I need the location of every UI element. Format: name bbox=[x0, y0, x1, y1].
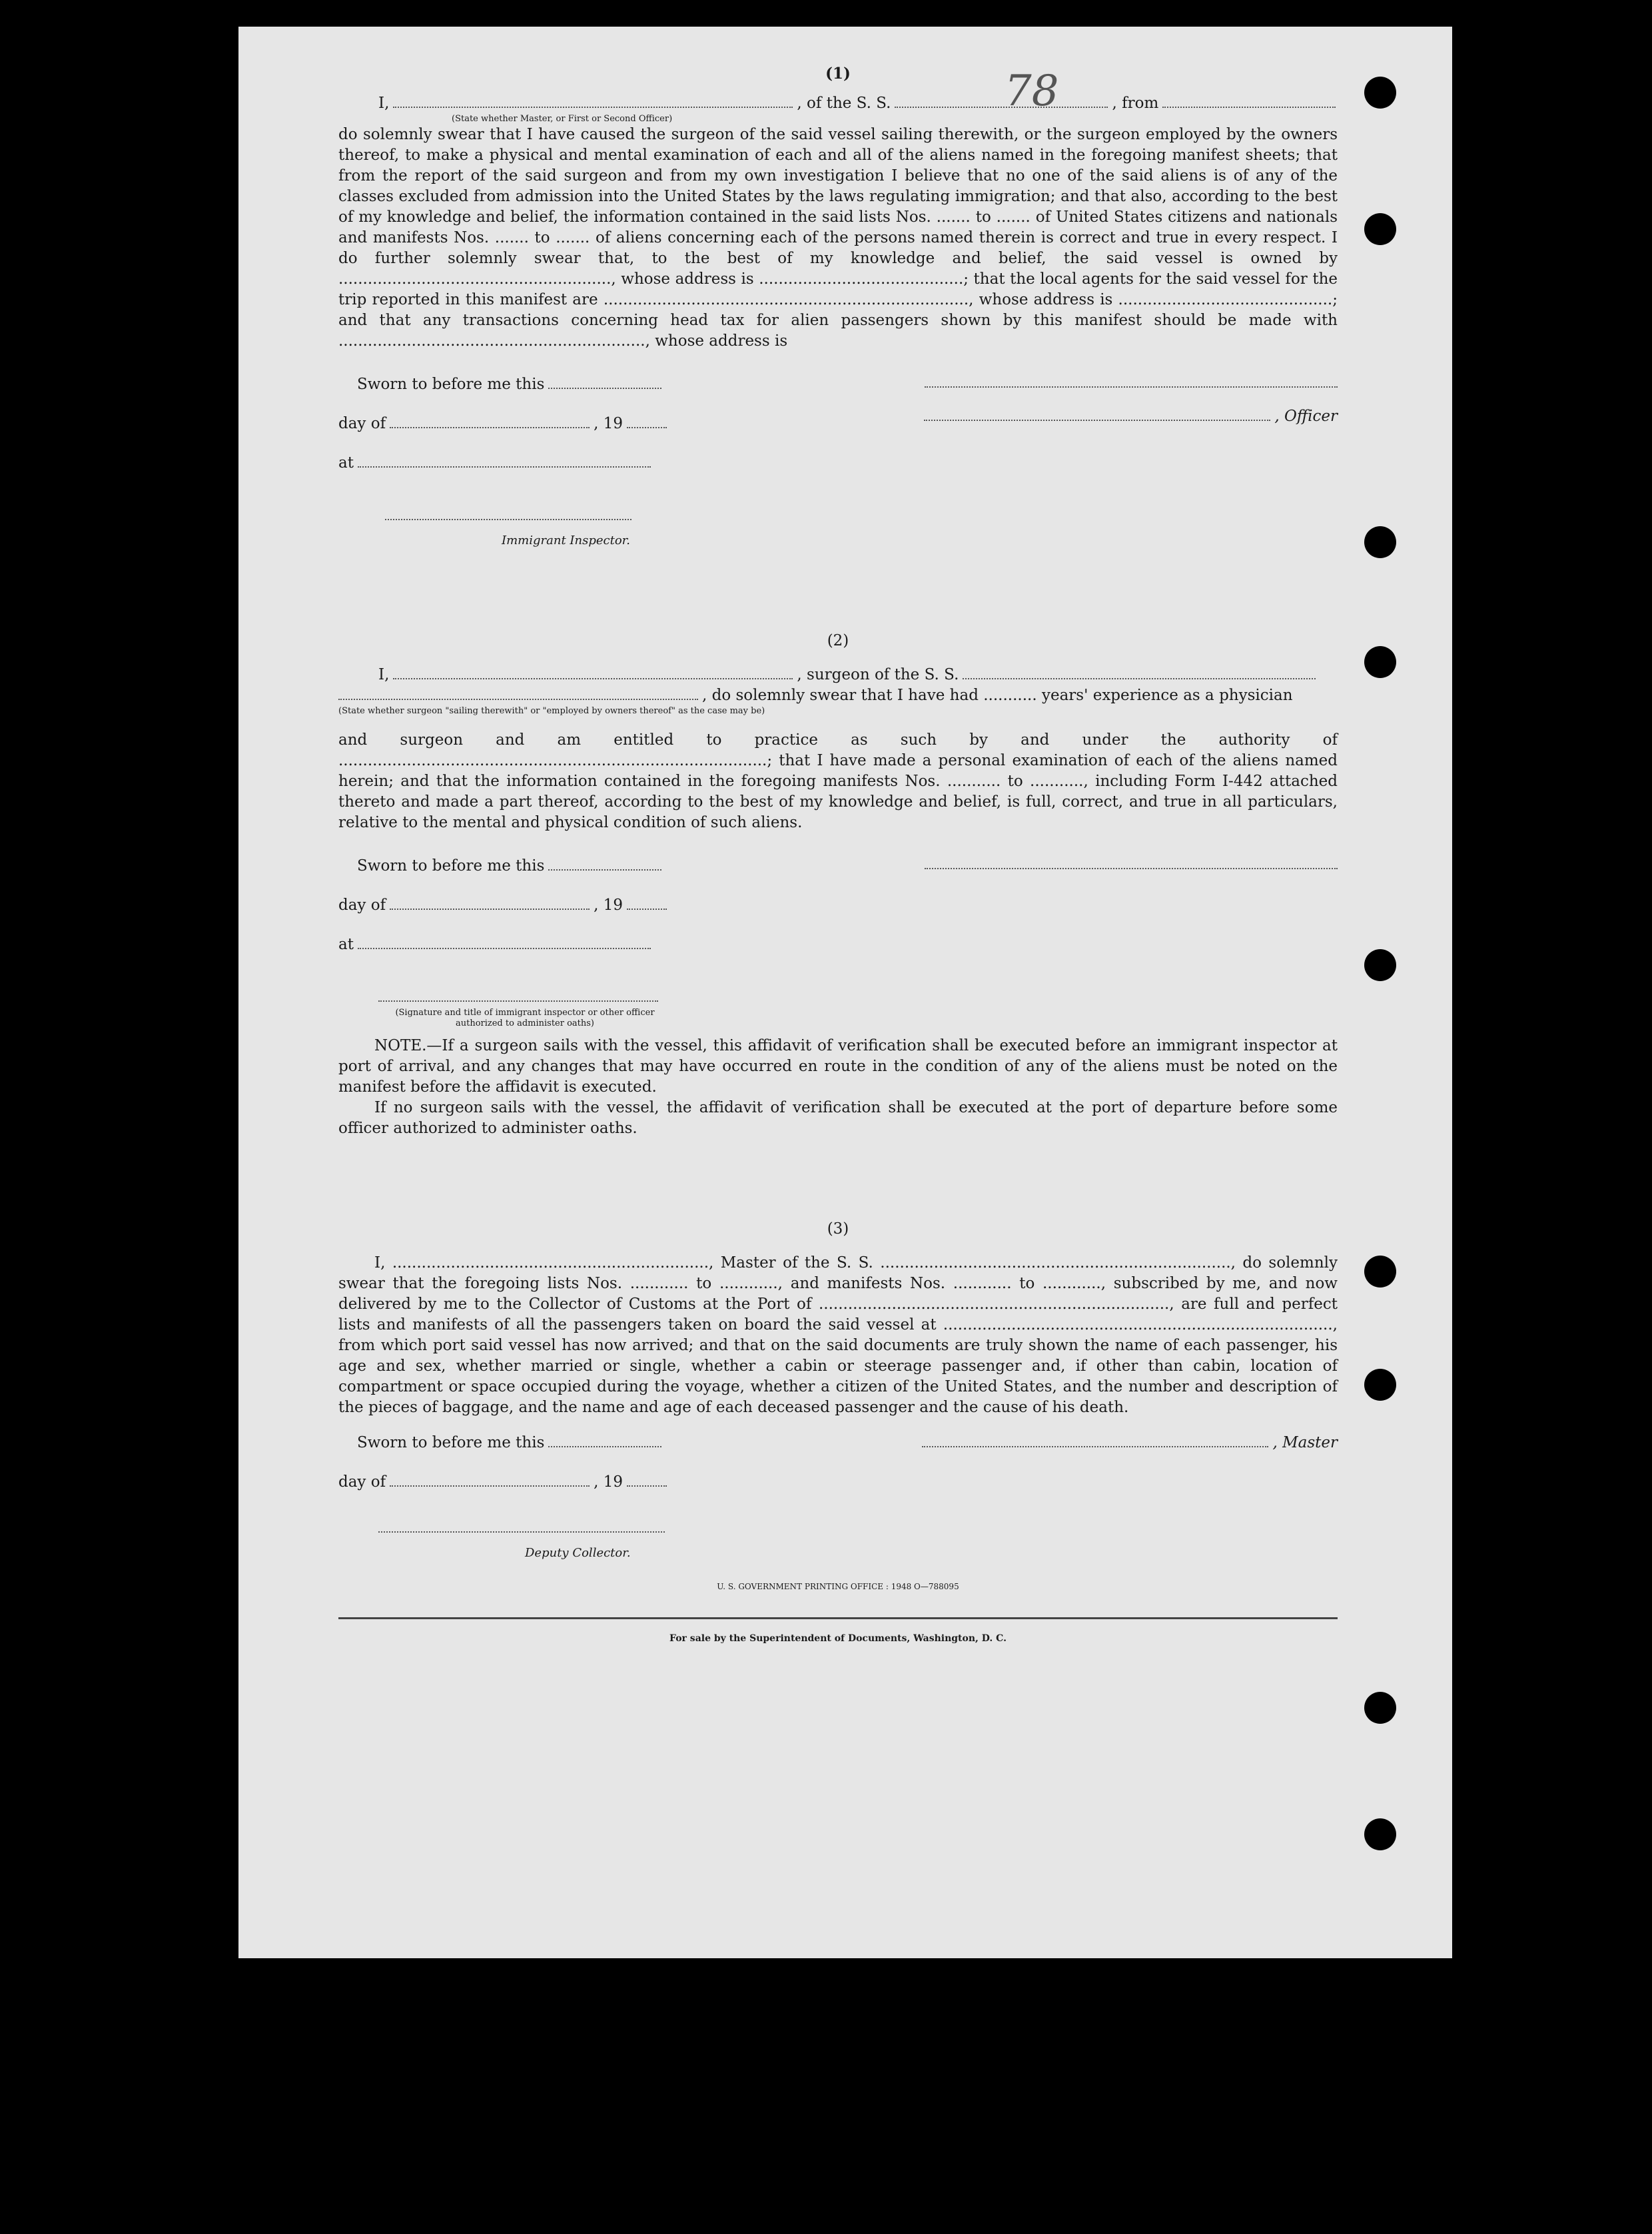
section2-ss-label: , surgeon of the S. S. bbox=[797, 666, 959, 683]
punch-hole bbox=[1364, 77, 1396, 109]
handwritten-number: 78 bbox=[1005, 67, 1059, 116]
master-label: , Master bbox=[1272, 1434, 1338, 1451]
collector-caption: Deputy Collector. bbox=[525, 1546, 631, 1560]
section1-i-label: I, bbox=[378, 95, 390, 112]
punch-hole bbox=[1364, 949, 1396, 981]
section1-sub-label: (State whether Master, or First or Second Officer) bbox=[452, 114, 673, 124]
sworn-label: Sworn to before me this bbox=[357, 376, 545, 393]
section1-signatures bbox=[338, 374, 1338, 526]
officer-signature-top-field[interactable] bbox=[925, 374, 1338, 388]
master-signature-field[interactable] bbox=[922, 1434, 1268, 1447]
collector-signature-field[interactable] bbox=[378, 1519, 665, 1533]
section2-experience-text: , do solemnly swear that I have had ........... years' experience as a physician bbox=[702, 687, 1293, 704]
footer-rule bbox=[338, 1617, 1338, 1619]
officer-rank-field[interactable] bbox=[393, 95, 793, 108]
inspector-caption: Immigrant Inspector. bbox=[502, 534, 631, 548]
day-of-label: day of bbox=[338, 897, 386, 914]
at-field[interactable] bbox=[358, 936, 651, 949]
inspector-signature-field[interactable] bbox=[385, 507, 631, 520]
signature-caption: (Signature and title of immigrant inspector or other officer authorized to administer oaths) bbox=[395, 1008, 655, 1028]
section2-body: and surgeon and am entitled to practice as such by and under the authority of ........................................................................................; that I have made a personal examination of each of the aliens named herein; and that the information contained in the foregoing manifests Nos. ........... to ..........., including Form I-442 attached thereto and made a part thereof, according to the best of my knowledge and belief, is full, correct, and true in all particulars, relative to the mental and physical condition of such aliens. bbox=[338, 731, 1338, 831]
form-content bbox=[338, 63, 1338, 1659]
officer-label: , Officer bbox=[1274, 408, 1338, 425]
sworn-label: Sworn to before me this bbox=[357, 857, 545, 875]
punch-hole bbox=[1364, 526, 1396, 558]
year-label: , 19 bbox=[594, 415, 623, 432]
section2-sub-label: (State whether surgeon "sailing therewith" or "employed by owners thereof" as the case may be) bbox=[338, 706, 765, 716]
section1-from-label: , from bbox=[1112, 95, 1159, 112]
ship-name-field[interactable] bbox=[895, 95, 1108, 108]
section3-number: (3) bbox=[827, 1220, 849, 1238]
year-field[interactable] bbox=[627, 897, 667, 910]
section3-signatures bbox=[338, 1433, 1338, 1539]
sworn-date-field[interactable] bbox=[548, 1434, 661, 1447]
note2: If no surgeon sails with the vessel, the affidavit of verification shall be executed at the port of departure before some officer authorized to administer oaths. bbox=[338, 1099, 1338, 1137]
year-field[interactable] bbox=[627, 415, 667, 428]
section1-line1 bbox=[338, 93, 1338, 114]
section2-line1 bbox=[338, 665, 1338, 685]
day-of-label: day of bbox=[338, 1473, 386, 1491]
surgeon-status-field[interactable] bbox=[338, 687, 698, 700]
at-field[interactable] bbox=[358, 454, 651, 468]
sworn-label: Sworn to before me this bbox=[357, 1434, 545, 1451]
surgeon-signature-field[interactable] bbox=[925, 856, 1338, 869]
section2-ship-field[interactable] bbox=[963, 666, 1316, 679]
day-of-field[interactable] bbox=[390, 897, 590, 910]
section1-ss-label: , of the S. S. bbox=[797, 95, 891, 112]
section2-line2 bbox=[338, 685, 1338, 706]
at-label: at bbox=[338, 454, 354, 472]
officer-signature-field[interactable] bbox=[378, 988, 658, 1002]
punch-hole bbox=[1364, 1256, 1396, 1288]
day-of-label: day of bbox=[338, 415, 386, 432]
punch-hole bbox=[1364, 646, 1396, 678]
day-of-field[interactable] bbox=[390, 415, 590, 428]
day-of-field[interactable] bbox=[390, 1473, 590, 1487]
punch-hole bbox=[1364, 213, 1396, 245]
sworn-date-field[interactable] bbox=[548, 376, 661, 389]
section1-number: (1) bbox=[825, 65, 851, 83]
year-label: , 19 bbox=[594, 897, 623, 914]
officer-signature-field[interactable] bbox=[924, 408, 1270, 421]
from-port-field[interactable] bbox=[1162, 95, 1336, 108]
section2-i-label: I, bbox=[378, 666, 390, 683]
punch-hole bbox=[1364, 1692, 1396, 1724]
section1-body: do solemnly swear that I have caused the surgeon of the said vessel sailing therewith, or the surgeon employed by the owners thereof, to make a physical and mental examination of each and all of the aliens named in the foregoing manifest sheets; that from the report of the said surgeon and from my own investigation I believe that no one of the said aliens is of any of the classes excluded from admission into the United States by the laws regulating immigration; and that also, according to the best of my knowledge and belief, the information contained in the said lists Nos. ....... to ....... of United States citizens and nationals and manifests Nos. ....... to ....... of aliens concerning each of the persons named therein is correct and true in every respect. I do further solemnly swear that, to the best of my knowledge and belief, the said vessel is owned by ........................................................, whose address is ..........................................; that the local agents for the said vessel for the trip reported in this manifest are ..........................................................................., whose address is ............................................; and that any transactions concerning head tax for alien passengers shown by this manifest should be made with ..............................................................., whose address is bbox=[338, 126, 1338, 350]
note1: NOTE.—If a surgeon sails with the vessel, this affidavit of verification shall be executed before an immigrant inspector at port of arrival, and any changes that may have occurred en route in the condition of any of the aliens must be noted on the manifest before the affidavit is executed. bbox=[338, 1037, 1338, 1096]
footer-text: For sale by the Superintendent of Documents, Washington, D. C. bbox=[669, 1633, 1007, 1644]
gpo-imprint: U. S. GOVERNMENT PRINTING OFFICE : 1948 O—788095 bbox=[717, 1582, 959, 1591]
year-label: , 19 bbox=[594, 1473, 623, 1491]
surgeon-name-field[interactable] bbox=[393, 666, 793, 679]
section3-body: I, ................................................................., Master of the S. S. ........................................................................, do solemnly swear that the foregoing lists Nos. ............ to ............, and manifests Nos. ............ to ............, subscribed by me, and now delivered by me to the Collector of Customs at the Port of ........................................................................, are full and perfect lists and manifests of all the passengers taken on board the said vessel at ................................................................................, from which port said vessel has now arrived; and that on the said documents are truly shown the name of each passenger, his age and sex, whether married or single, whether a cabin or steerage passenger and, if other than cabin, location of compartment or space occupied during the voyage, whether a citizen of the United States, and the number and description of the pieces of baggage, and the name and age of each deceased passenger and the cause of his death. bbox=[338, 1254, 1338, 1416]
punch-hole bbox=[1364, 1369, 1396, 1401]
section2-signatures bbox=[338, 856, 1338, 1008]
section2-number: (2) bbox=[827, 632, 849, 649]
form-page bbox=[238, 27, 1452, 1958]
at-label: at bbox=[338, 936, 354, 953]
year-field[interactable] bbox=[627, 1473, 667, 1487]
sworn-date-field[interactable] bbox=[548, 857, 661, 871]
punch-hole bbox=[1364, 1818, 1396, 1850]
